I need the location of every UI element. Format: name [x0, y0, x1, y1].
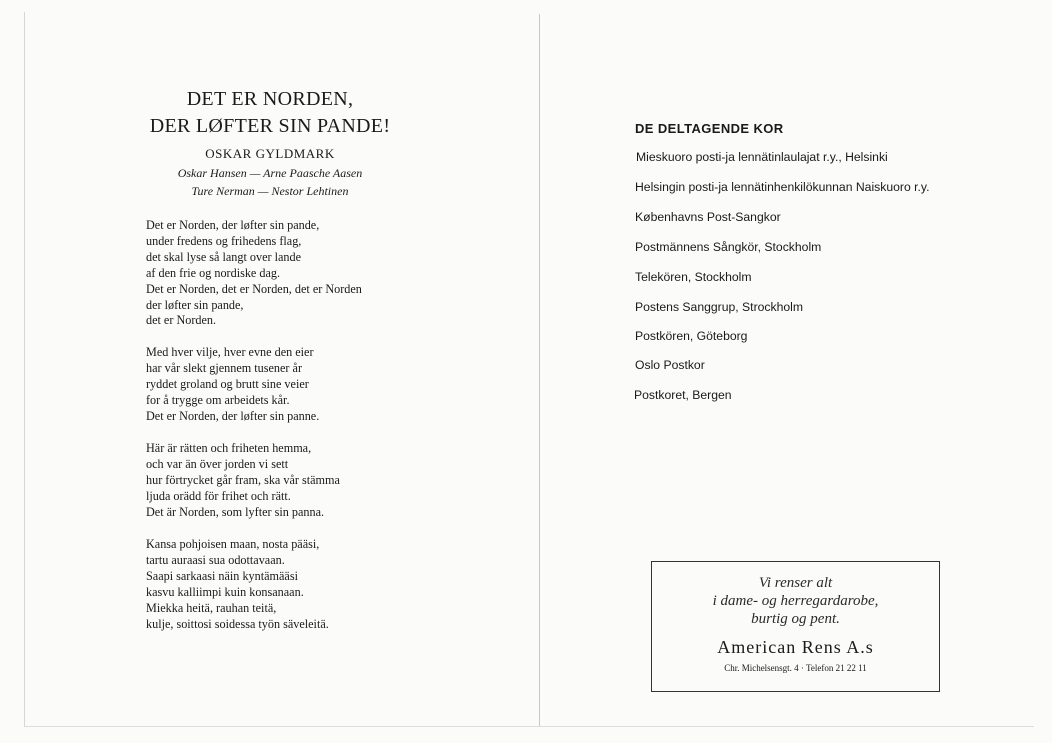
verse-line: kasvu kalliimpi kuin konsanaan. [146, 584, 304, 599]
verse-line: ljuda orädd för frihet och rätt. [146, 488, 291, 503]
choir-item: Mieskuoro posti-ja lennätinlaulajat r.y., Helsinki [636, 150, 888, 164]
verse-line: Det är Norden, som lyfter sin panna. [146, 504, 325, 519]
choir-item: Postens Sanggrup, Strockholm [635, 300, 804, 314]
song-author: OSKAR GYLDMARK [205, 146, 335, 161]
verse-line: Kansa pohjoisen maan, nosta pääsi, [146, 537, 320, 551]
ad-slogan [652, 574, 939, 628]
stanza-finnish [146, 537, 466, 632]
ad-address: Chr. Michelsensgt. 4 · Telefon 21 22 11 [724, 663, 867, 673]
right-page [540, 0, 1052, 743]
verse-line: det skal lyse så langt over lande [146, 249, 302, 264]
choir-item: Postkoret, Bergen [634, 388, 732, 402]
ad-slogan-line: burtig og pent. [751, 611, 840, 627]
verse-line: Det er Norden, der løfter sin pande, [146, 218, 320, 232]
verse-line: och var än över jorden vi sett [146, 456, 289, 471]
verse-line: Det er Norden, det er Norden, det er Norden [146, 281, 362, 296]
verse-line: det er Norden. [146, 313, 217, 328]
choir-item: Oslo Postkor [635, 358, 705, 372]
choir-item: Postmännens Sångkör, Stockholm [635, 240, 822, 254]
stanza-danish [146, 218, 466, 329]
choirs-heading: DE DELTAGENDE KOR [635, 121, 784, 136]
verse-line: Det er Norden, der løfter sin panne. [146, 408, 320, 423]
verse-line: har vår slekt gjennem tusener år [146, 360, 303, 375]
verse-line: tartu auraasi sua odottavaan. [146, 552, 285, 567]
verse-line: af den frie og nordiske dag. [146, 265, 281, 280]
song-credits-line-1: Oskar Hansen — Arne Paasche Aasen [177, 166, 363, 180]
choir-item: Helsingin posti-ja lennätinhenkilökunnan Naiskuoro r.y. [635, 180, 930, 194]
verse-line: Med hver vilje, hver evne den eier [146, 345, 314, 359]
advertisement-box [651, 561, 940, 692]
song-title-line-1: DET ER NORDEN, [186, 88, 354, 110]
ad-company-name: American Rens A.s [717, 637, 874, 657]
verse-line: for å trygge om arbeidets kår. [146, 392, 290, 407]
choir-item: Telekören, Stockholm [635, 270, 752, 284]
verse-line: der løfter sin pande, [146, 297, 244, 312]
choir-item: Københavns Post-Sangkor [635, 210, 781, 224]
verse-line: ryddet groland og brutt sine veier [146, 376, 309, 391]
ad-slogan-line: i dame- og herregardarobe, [712, 593, 879, 609]
song-title-line-2: DER LØFTER SIN PANDE! [149, 115, 391, 137]
verse-line: Miekka heitä, rauhan teitä, [146, 600, 277, 615]
verse-line: Saapi sarkaasi näin kyntämääsi [146, 568, 298, 583]
verse-line: kulje, soittosi soidessa työn säveleitä. [146, 616, 329, 631]
ad-slogan-line: Vi renser alt [758, 575, 833, 591]
choir-item: Postkören, Göteborg [635, 329, 748, 343]
verse-line: hur förtrycket går fram, ska vår stämma [146, 472, 340, 487]
verse-line: Här är rätten och friheten hemma, [146, 441, 312, 455]
song-credits-line-2: Ture Nerman — Nestor Lehtinen [191, 184, 349, 198]
stanza-norwegian [146, 345, 466, 425]
stanza-swedish [146, 441, 466, 521]
verse-line: under fredens og frihedens flag, [146, 233, 302, 248]
